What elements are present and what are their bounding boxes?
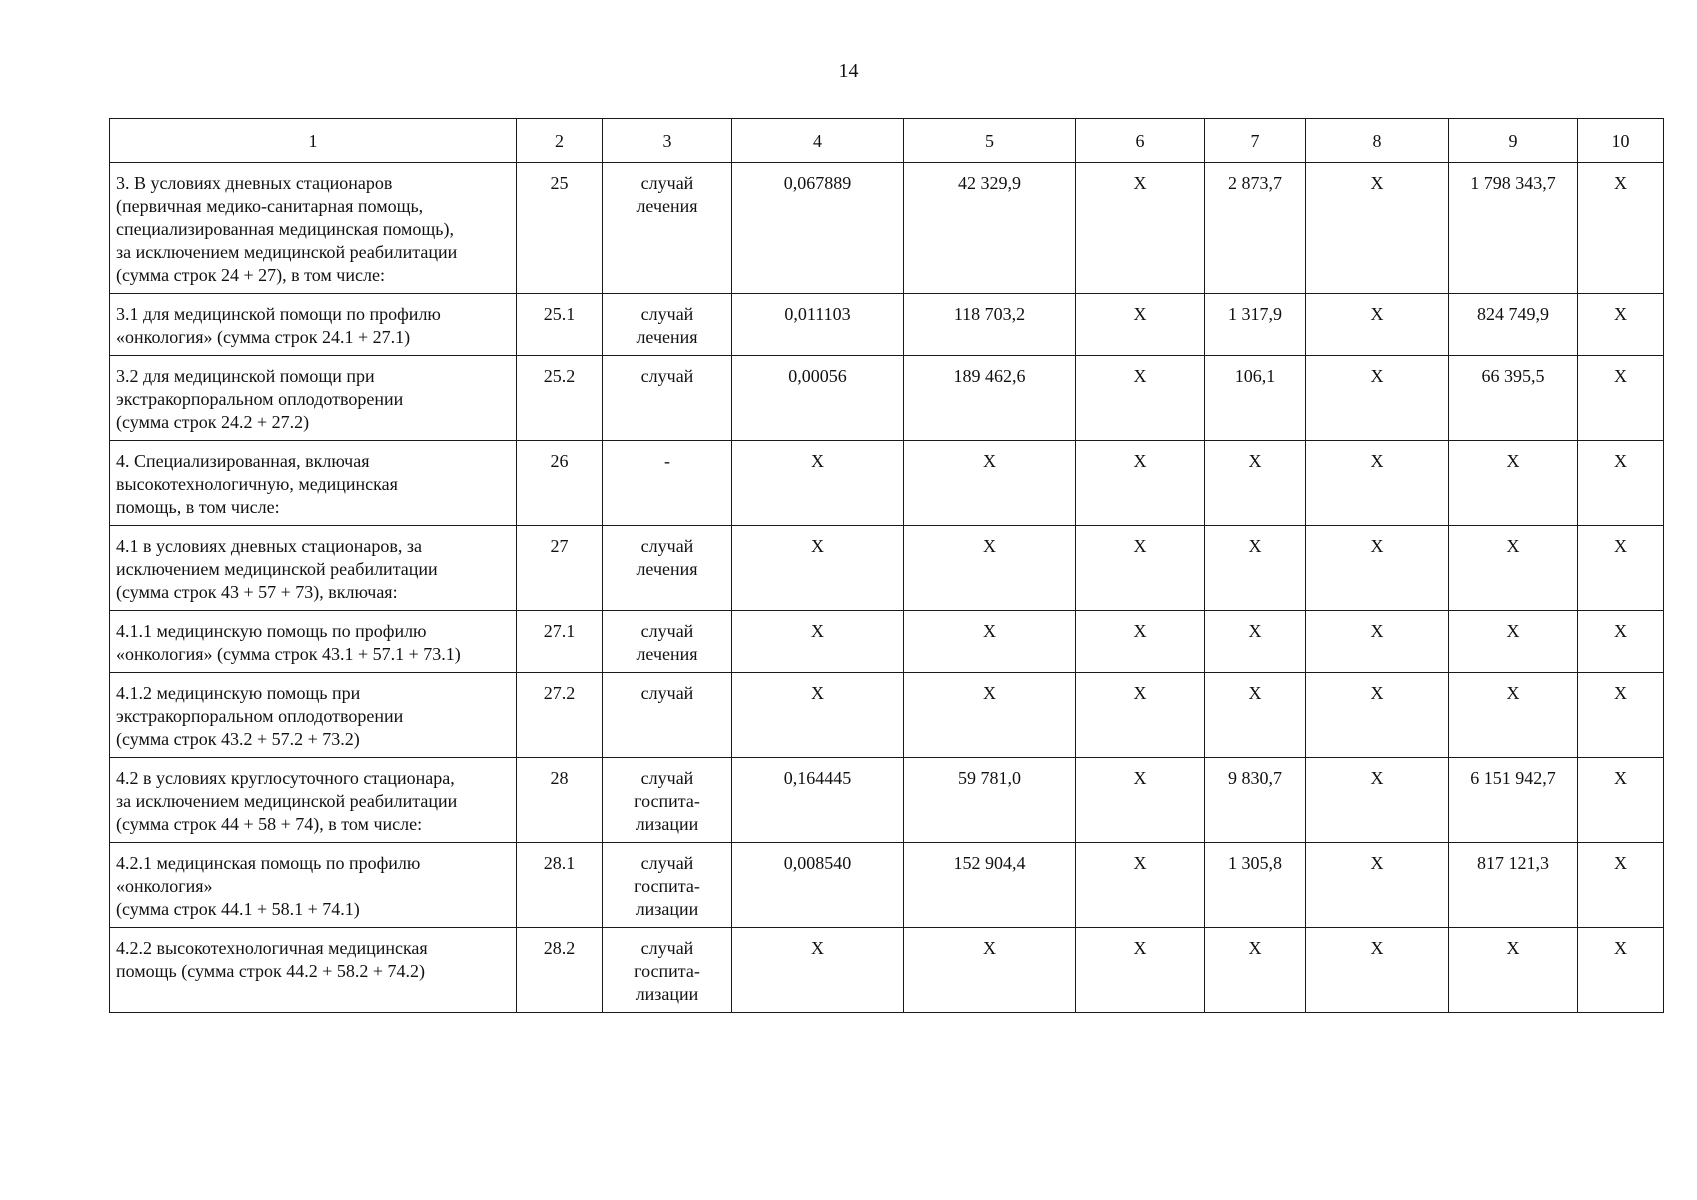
value-cell-col6: X xyxy=(1076,294,1205,356)
value-cell-col6: X xyxy=(1076,843,1205,928)
unit-cell: случай xyxy=(603,673,732,758)
value-cell-col8: X xyxy=(1306,356,1449,441)
data-table xyxy=(109,118,1664,1013)
value-cell-col5: 59 781,0 xyxy=(904,758,1076,843)
value-cell-col7: 1 305,8 xyxy=(1205,843,1306,928)
table-row xyxy=(110,673,1664,758)
value-cell-col6: X xyxy=(1076,928,1205,1013)
value-cell-col8: X xyxy=(1306,758,1449,843)
value-cell-col10: X xyxy=(1578,441,1664,526)
value-cell-col4: 0,164445 xyxy=(732,758,904,843)
column-number-header: 8 xyxy=(1306,119,1449,163)
value-cell-col4: 0,00056 xyxy=(732,356,904,441)
value-cell-col7: 106,1 xyxy=(1205,356,1306,441)
row-number-cell: 25.1 xyxy=(517,294,603,356)
row-number-cell: 25.2 xyxy=(517,356,603,441)
value-cell-col7: X xyxy=(1205,673,1306,758)
value-cell-col8: X xyxy=(1306,294,1449,356)
table-row xyxy=(110,758,1664,843)
table-row xyxy=(110,356,1664,441)
value-cell-col8: X xyxy=(1306,441,1449,526)
value-cell-col7: 2 873,7 xyxy=(1205,163,1306,294)
value-cell-col9: 6 151 942,7 xyxy=(1449,758,1578,843)
row-name-cell: 4.2.1 медицинская помощь по профилю «онкология» (сумма строк 44.1 + 58.1 + 74.1) xyxy=(110,843,517,928)
value-cell-col7: X xyxy=(1205,526,1306,611)
value-cell-col9: X xyxy=(1449,611,1578,673)
row-number-cell: 28 xyxy=(517,758,603,843)
value-cell-col5: X xyxy=(904,611,1076,673)
value-cell-col10: X xyxy=(1578,611,1664,673)
value-cell-col7: X xyxy=(1205,611,1306,673)
row-name-cell: 4.2 в условиях круглосуточного стационара, за исключением медицинской реабилитации (сумма строк 44 + 58 + 74), в том числе: xyxy=(110,758,517,843)
unit-cell: случай лечения xyxy=(603,163,732,294)
value-cell-col8: X xyxy=(1306,163,1449,294)
table-row xyxy=(110,611,1664,673)
value-cell-col7: 1 317,9 xyxy=(1205,294,1306,356)
value-cell-col6: X xyxy=(1076,356,1205,441)
row-name-cell: 4.1.1 медицинскую помощь по профилю «онкология» (сумма строк 43.1 + 57.1 + 73.1) xyxy=(110,611,517,673)
value-cell-col7: X xyxy=(1205,928,1306,1013)
row-number-cell: 27.2 xyxy=(517,673,603,758)
value-cell-col4: 0,067889 xyxy=(732,163,904,294)
value-cell-col7: X xyxy=(1205,441,1306,526)
row-number-cell: 27.1 xyxy=(517,611,603,673)
row-number-cell: 26 xyxy=(517,441,603,526)
value-cell-col10: X xyxy=(1578,928,1664,1013)
value-cell-col9: 817 121,3 xyxy=(1449,843,1578,928)
value-cell-col8: X xyxy=(1306,526,1449,611)
value-cell-col4: X xyxy=(732,526,904,611)
table-row xyxy=(110,294,1664,356)
value-cell-col9: 1 798 343,7 xyxy=(1449,163,1578,294)
table-row xyxy=(110,526,1664,611)
value-cell-col8: X xyxy=(1306,611,1449,673)
table-row xyxy=(110,163,1664,294)
value-cell-col6: X xyxy=(1076,673,1205,758)
value-cell-col5: X xyxy=(904,673,1076,758)
value-cell-col5: X xyxy=(904,526,1076,611)
row-number-cell: 28.2 xyxy=(517,928,603,1013)
unit-cell: случай лечения xyxy=(603,526,732,611)
value-cell-col9: 66 395,5 xyxy=(1449,356,1578,441)
column-number-row xyxy=(110,119,1664,163)
unit-cell: случай госпита- лизации xyxy=(603,843,732,928)
unit-cell: случай госпита- лизации xyxy=(603,758,732,843)
column-number-header: 7 xyxy=(1205,119,1306,163)
column-number-header: 10 xyxy=(1578,119,1664,163)
value-cell-col10: X xyxy=(1578,294,1664,356)
column-number-header: 2 xyxy=(517,119,603,163)
value-cell-col6: X xyxy=(1076,163,1205,294)
row-name-cell: 3. В условиях дневных стационаров (первичная медико-санитарная помощь, специализированная медицинская помощь), за исключением медицинской реабилитации (сумма строк 24 + 27), в том числе: xyxy=(110,163,517,294)
table-row xyxy=(110,928,1664,1013)
value-cell-col5: 152 904,4 xyxy=(904,843,1076,928)
value-cell-col4: 0,011103 xyxy=(732,294,904,356)
value-cell-col8: X xyxy=(1306,673,1449,758)
unit-cell: случай лечения xyxy=(603,294,732,356)
row-name-cell: 4.2.2 высокотехнологичная медицинская помощь (сумма строк 44.2 + 58.2 + 74.2) xyxy=(110,928,517,1013)
value-cell-col5: 42 329,9 xyxy=(904,163,1076,294)
value-cell-col8: X xyxy=(1306,928,1449,1013)
row-name-cell: 3.1 для медицинской помощи по профилю «онкология» (сумма строк 24.1 + 27.1) xyxy=(110,294,517,356)
value-cell-col10: X xyxy=(1578,163,1664,294)
value-cell-col10: X xyxy=(1578,356,1664,441)
unit-cell: случай лечения xyxy=(603,611,732,673)
unit-cell: - xyxy=(603,441,732,526)
value-cell-col7: 9 830,7 xyxy=(1205,758,1306,843)
column-number-header: 1 xyxy=(110,119,517,163)
value-cell-col4: X xyxy=(732,441,904,526)
value-cell-col10: X xyxy=(1578,673,1664,758)
page-number: 14 xyxy=(838,60,859,82)
column-number-header: 9 xyxy=(1449,119,1578,163)
unit-cell: случай xyxy=(603,356,732,441)
column-number-header: 4 xyxy=(732,119,904,163)
value-cell-col9: X xyxy=(1449,526,1578,611)
value-cell-col9: X xyxy=(1449,673,1578,758)
table-row xyxy=(110,441,1664,526)
value-cell-col6: X xyxy=(1076,611,1205,673)
row-name-cell: 3.2 для медицинской помощи при экстракорпоральном оплодотворении (сумма строк 24.2 + 27.2) xyxy=(110,356,517,441)
value-cell-col6: X xyxy=(1076,758,1205,843)
unit-cell: случай госпита- лизации xyxy=(603,928,732,1013)
value-cell-col9: X xyxy=(1449,441,1578,526)
value-cell-col5: X xyxy=(904,928,1076,1013)
table-row xyxy=(110,843,1664,928)
column-number-header: 6 xyxy=(1076,119,1205,163)
row-name-cell: 4.1.2 медицинскую помощь при экстракорпоральном оплодотворении (сумма строк 43.2 + 57.2 + 73.2) xyxy=(110,673,517,758)
value-cell-col4: X xyxy=(732,928,904,1013)
value-cell-col5: X xyxy=(904,441,1076,526)
value-cell-col5: 189 462,6 xyxy=(904,356,1076,441)
row-number-cell: 28.1 xyxy=(517,843,603,928)
value-cell-col10: X xyxy=(1578,843,1664,928)
value-cell-col10: X xyxy=(1578,758,1664,843)
row-name-cell: 4. Специализированная, включая высокотехнологичную, медицинская помощь, в том числе: xyxy=(110,441,517,526)
value-cell-col4: 0,008540 xyxy=(732,843,904,928)
value-cell-col4: X xyxy=(732,673,904,758)
value-cell-col10: X xyxy=(1578,526,1664,611)
value-cell-col8: X xyxy=(1306,843,1449,928)
column-number-header: 3 xyxy=(603,119,732,163)
value-cell-col6: X xyxy=(1076,526,1205,611)
value-cell-col9: 824 749,9 xyxy=(1449,294,1578,356)
value-cell-col4: X xyxy=(732,611,904,673)
value-cell-col9: X xyxy=(1449,928,1578,1013)
row-number-cell: 25 xyxy=(517,163,603,294)
row-number-cell: 27 xyxy=(517,526,603,611)
value-cell-col6: X xyxy=(1076,441,1205,526)
row-name-cell: 4.1 в условиях дневных стационаров, за исключением медицинской реабилитации (сумма строк 43 + 57 + 73), включая: xyxy=(110,526,517,611)
value-cell-col5: 118 703,2 xyxy=(904,294,1076,356)
column-number-header: 5 xyxy=(904,119,1076,163)
